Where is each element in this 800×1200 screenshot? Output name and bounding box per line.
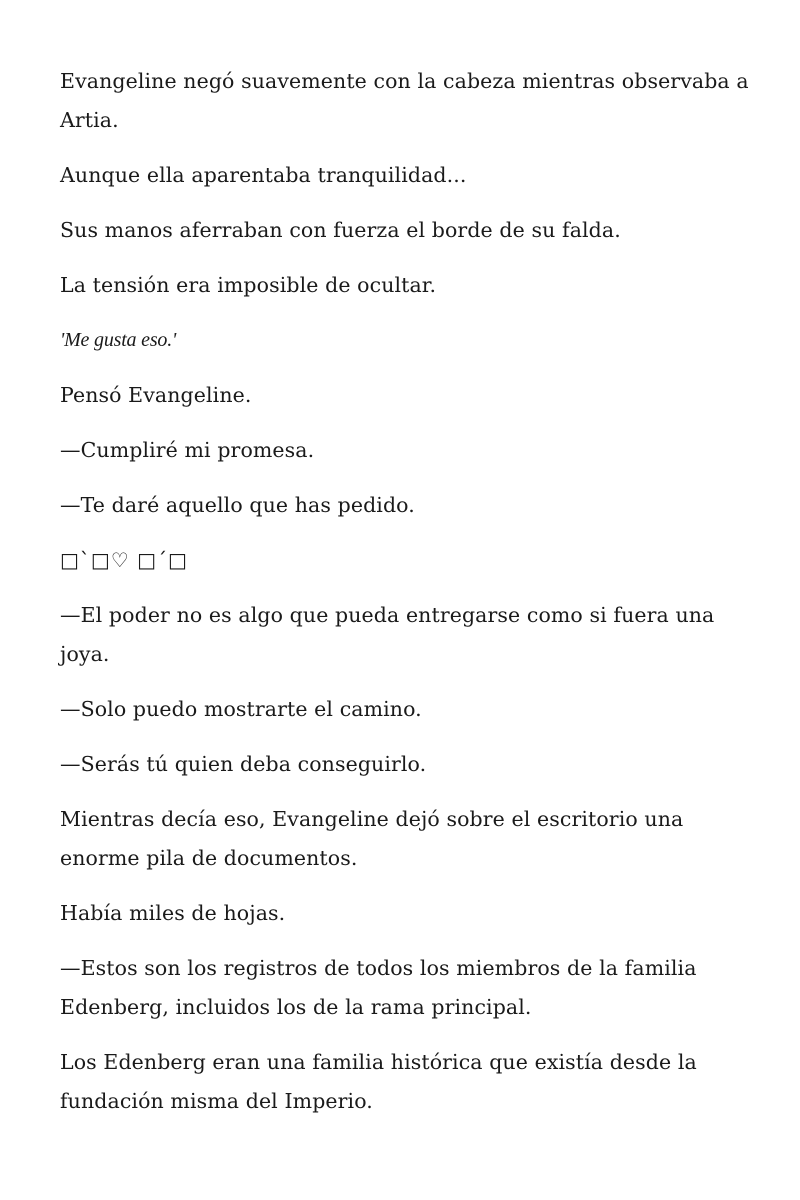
paragraph: Sus manos aferraban con fuerza el borde de su falda. [60,218,621,242]
paragraph: Aunque ella aparentaba tranquilidad... [60,163,467,187]
paragraph: Pensó Evangeline. [60,383,252,407]
dialogue-paragraph: —Serás tú quien deba conseguirlo. [60,752,427,776]
dialogue-paragraph: —El poder no es algo que pueda entregarse como si fuera una joya. [60,603,715,666]
thought-paragraph: 'Me gusta eso.' [60,329,177,351]
dialogue-paragraph: —Estos son los registros de todos los miembros de la familia Edenberg, incluidos los de la rama principal. [60,956,697,1019]
dialogue-paragraph: —Solo puedo mostrarte el camino. [60,697,422,721]
reading-page [60,62,750,1137]
emoticon-paragraph: □`□♡ □´□ [60,548,188,572]
paragraph: Mientras decía eso, Evangeline dejó sobre el escritorio una enorme pila de documentos. [60,807,684,870]
dialogue-paragraph: —Cumpliré mi promesa. [60,438,315,462]
paragraph: La tensión era imposible de ocultar. [60,273,437,297]
dialogue-paragraph: —Te daré aquello que has pedido. [60,493,415,517]
paragraph: Evangeline negó suavemente con la cabeza mientras observaba a Artia. [60,69,749,132]
paragraph: Los Edenberg eran una familia histórica que existía desde la fundación misma del Imperio. [60,1050,697,1113]
paragraph: Había miles de hojas. [60,901,286,925]
